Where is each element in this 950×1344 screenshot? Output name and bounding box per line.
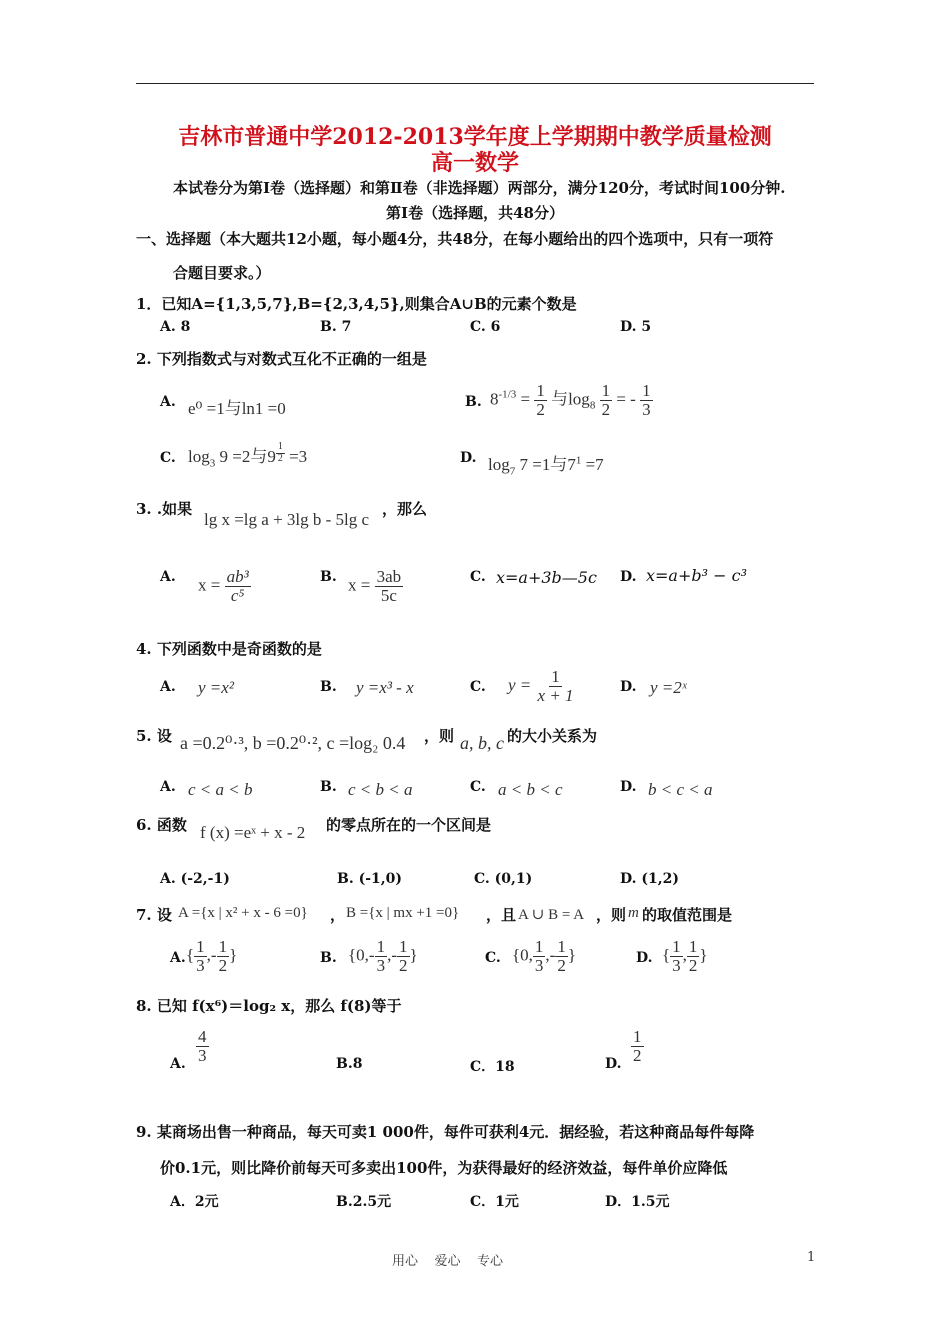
question-8-stem: 8. 已知 f(x⁶)＝log₂ x，那么 f(8)等于 — [136, 997, 402, 1015]
q1-option-a: A. 8 — [160, 319, 191, 335]
q4-option-d-label: D. — [620, 679, 637, 695]
q7-option-a-label: A. — [170, 950, 186, 966]
q4c-den: x + 1 — [537, 685, 574, 705]
q2c-end: =3 — [284, 447, 308, 467]
question-7-condition: A ∪ B = A — [518, 907, 585, 923]
q2d-base: 7 — [509, 465, 516, 478]
q6-option-b: B. (-1,0) — [337, 871, 402, 887]
question-5-vars: a, b, c — [460, 733, 504, 753]
q2b-f1-den: 2 — [536, 399, 545, 419]
q2b-f1-num: 1 — [536, 381, 545, 400]
question-3-formula: lg x =lg a + 3lg b - 5lg c — [204, 510, 370, 529]
q5-option-c-label: C. — [470, 779, 486, 795]
question-7-set-b: B ={x | mx +1 =0} — [346, 905, 460, 921]
question-3-suffix: ，那么 — [382, 500, 428, 518]
footer-motto: 用心 爱心 专心 — [392, 1254, 504, 1269]
q4-option-c-formula — [508, 668, 576, 705]
question-7-set-a: A ={x | x² + x - 6 =0} — [178, 905, 308, 921]
q2b-eq: = — [516, 389, 531, 409]
header-rule — [136, 83, 814, 84]
q3-option-d-formula: x=a+b³ − c³ — [646, 566, 747, 585]
q9-option-c: C．1元 — [470, 1194, 519, 1210]
q5-option-c-formula: a < b < c — [498, 780, 563, 799]
question-3-prefix: 3. .如果 — [136, 500, 193, 518]
question-7-sep1: ， — [330, 906, 346, 924]
q7-option-b-formula: {0,- $\frac{1}{3}$ ,- $\frac{1}{2}$ } — [348, 937, 418, 975]
q2b-f3-num: 1 — [642, 381, 651, 400]
q2b-f2-num: 1 — [601, 381, 611, 400]
question-7-sep3: ，则 — [596, 906, 627, 924]
q4-option-a-formula: y =x² — [198, 678, 234, 697]
q9-option-d: D．1.5元 — [605, 1194, 670, 1210]
q2-option-d-formula — [488, 450, 604, 477]
question-5-mid: ，则 — [424, 727, 455, 745]
q2c-log: log — [188, 447, 210, 467]
q2-option-c-label: C. — [160, 450, 176, 466]
q7-option-c-formula: {0, $\frac{1}{3}$ ,- $\frac{1}{2}$ } — [512, 937, 577, 975]
q5-option-d-label: D. — [620, 779, 637, 795]
question-5-suffix: 的大小关系为 — [507, 727, 598, 745]
question-5-prefix: 5. 设 — [136, 727, 172, 745]
q2c-mid: 9 =2与9 — [215, 447, 276, 467]
exam-title: 吉林市普通中学2012-2013学年度上学期期中教学质量检测 — [178, 124, 772, 150]
q2-option-b-formula — [490, 382, 653, 419]
q8-option-c: C．18 — [470, 1059, 515, 1075]
q2c-base: 3 — [209, 457, 216, 470]
q2b-f2-den: 2 — [601, 399, 611, 419]
q9-option-b: B.2.5元 — [336, 1194, 392, 1210]
q6-option-a: A. (-2,-1) — [160, 871, 230, 887]
q2-option-b-label: B. — [465, 394, 482, 410]
question-7-sep2: ，且 — [486, 906, 517, 924]
question-9-line1: 9. 某商场出售一种商品，每天可卖1 000件，每件可获利4元．据经验，若这种商品每件每降 — [136, 1123, 755, 1141]
q4c-num: 1 — [551, 667, 560, 686]
question-4-stem: 4. 下列函数中是奇函数的是 — [136, 640, 322, 658]
q2b-base: 8 — [490, 389, 499, 409]
q3a-lhs: x = — [198, 575, 221, 595]
q7-option-c-label: C. — [485, 950, 501, 966]
question-2-stem: 2. 下列指数式与对数式互化不正确的一组是 — [136, 350, 427, 368]
q7-option-d-label: D. — [636, 950, 653, 966]
q5-option-b-formula: c < b < a — [348, 780, 413, 799]
q2d-mid: 7 =1与7 — [515, 455, 576, 474]
q4-option-c-label: C. — [470, 679, 486, 695]
q3-option-c-label: C. — [470, 569, 486, 585]
question-7-var-m: m — [628, 905, 639, 921]
q1-option-b: B. 7 — [320, 319, 352, 335]
q3-option-a-formula — [198, 568, 251, 605]
q5-option-b-label: B. — [320, 779, 337, 795]
q2d-exp: 1 — [575, 454, 582, 467]
q2b-exp: -1/3 — [498, 388, 517, 401]
q5-option-d-formula: b < c < a — [648, 780, 713, 799]
question-6-formula: f (x) =eˣ + x - 2 — [200, 823, 306, 842]
q2-option-c-formula — [188, 442, 307, 470]
q3b-den: 5c — [380, 585, 397, 605]
q4c-lhs: y = — [508, 675, 532, 695]
q6-option-d: D. (1,2) — [620, 871, 679, 887]
q2d-log: log — [488, 455, 510, 474]
q6-option-c: C. (0,1) — [474, 871, 533, 887]
q7-option-a-formula: { $\frac{1}{3}$ ,- $\frac{1}{2}$ } — [186, 937, 238, 975]
q8-option-b: B.8 — [336, 1056, 363, 1072]
q8d-den: 2 — [633, 1045, 642, 1065]
q2b-log: 与log — [546, 389, 590, 409]
section-heading-line2: 合题目要求。） — [173, 264, 271, 282]
question-5-formula: a =0.2⁰·³, b =0.2⁰·², c =log₂ 0.4 — [180, 733, 406, 753]
question-7-prefix: 7. 设 — [136, 906, 172, 924]
q1-option-c: C. 6 — [470, 319, 501, 335]
q8a-den: 3 — [198, 1045, 207, 1065]
page-number: 1 — [807, 1250, 816, 1265]
q7-option-b-label: B. — [320, 950, 337, 966]
q3-option-a-label: A. — [160, 569, 176, 585]
q1-option-d: D. 5 — [620, 319, 652, 335]
q3-option-b-label: B. — [320, 569, 337, 585]
q3-option-c-formula: x=a+3b—5c — [496, 568, 597, 587]
q5-option-a-formula: c < a < b — [188, 780, 253, 799]
q8-option-d-label: D. — [605, 1056, 622, 1072]
q4-option-b-formula: y =x³ - x — [356, 678, 414, 697]
q2b-eq2: = - — [612, 389, 636, 409]
q2-option-d-label: D. — [460, 450, 477, 466]
section-heading-line1: 一、选择题（本大题共12小题，每小题4分，共48分，在每小题给出的四个选项中，只有一项符 — [136, 230, 774, 248]
q8-option-a-label: A. — [170, 1056, 186, 1072]
q3b-num: 3ab — [376, 567, 402, 586]
exam-subject: 高一数学 — [430, 150, 519, 176]
q2c-exp-num: 1 — [277, 441, 283, 452]
q8-option-d-formula — [631, 1028, 644, 1065]
q2c-exp-den: 2 — [277, 452, 283, 464]
question-1-stem: 1．已知A={1,3,5,7},B={2,3,4,5},则集合A∪B的元素个数是 — [136, 295, 577, 313]
q2-option-a-formula: e⁰ =1与ln1 =0 — [188, 399, 286, 418]
q9-option-a: A．2元 — [170, 1194, 219, 1210]
q3-option-d-label: D. — [620, 569, 637, 585]
q8a-num: 4 — [198, 1027, 207, 1046]
question-6-suffix: 的零点所在的一个区间是 — [326, 816, 492, 834]
q3a-den: c⁵ — [230, 585, 245, 605]
question-6-prefix: 6. 函数 — [136, 816, 187, 834]
q2-option-a-label: A. — [160, 394, 176, 410]
question-7-suffix: 的取值范围是 — [642, 906, 733, 924]
question-9-line2: 价0.1元，则比降价前每天可多卖出100件，为获得最好的经济效益，每件单价应降低 — [160, 1159, 728, 1177]
q4-option-b-label: B. — [320, 679, 337, 695]
q3b-lhs: x = — [348, 575, 371, 595]
q8d-num: 1 — [633, 1027, 642, 1046]
q7-option-d-formula: { $\frac{1}{3}$ , $\frac{1}{2}$ } — [662, 937, 708, 975]
q2d-end: =7 — [581, 455, 604, 474]
part-one-heading: 第Ⅰ卷（选择题，共48分） — [386, 204, 564, 222]
q4-option-a-label: A. — [160, 679, 176, 695]
q5-option-a-label: A. — [160, 779, 176, 795]
q4-option-d-formula: y =2ˣ — [650, 678, 687, 697]
q3a-num: ab³ — [226, 567, 249, 586]
q3-option-b-formula — [348, 568, 403, 605]
q2b-log-base: 8 — [589, 399, 596, 412]
exam-intro: 本试卷分为第Ⅰ卷（选择题）和第Ⅱ卷（非选择题）两部分，满分120分，考试时间100分钟. — [173, 179, 786, 197]
q8-option-a-formula — [196, 1028, 209, 1065]
q2b-f3-den: 3 — [642, 399, 651, 419]
